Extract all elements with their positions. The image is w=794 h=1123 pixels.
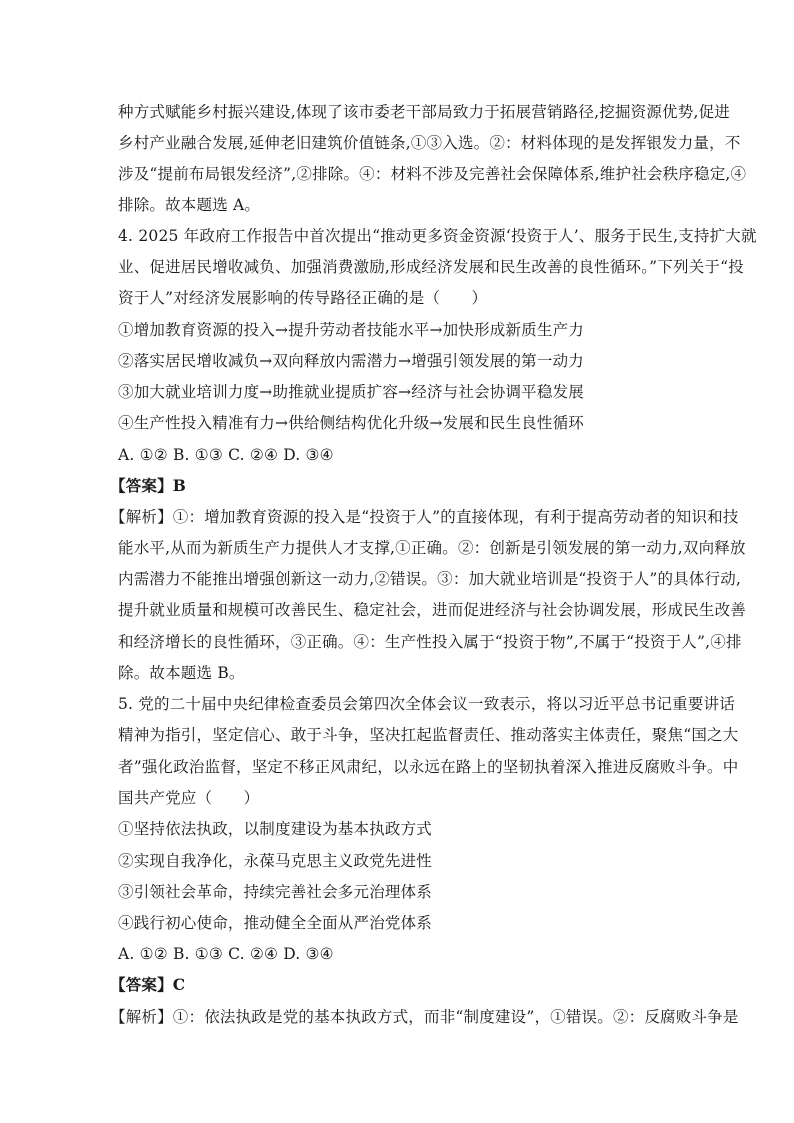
text-line: 国共产党应（ ） bbox=[118, 789, 260, 807]
option-1: ①坚持依法执政，以制度建设为基本执政方式 bbox=[118, 820, 433, 838]
choices: A. ①② B. ①③ C. ②④ D. ③④ bbox=[118, 945, 334, 963]
text-line: 和经济增长的良性循环，③正确。④：生产性投入属于“投资于物”,不属于“投资于人”,④排 bbox=[118, 633, 742, 651]
option-4: ④践行初心使命，推动健全全面从严治党体系 bbox=[118, 914, 433, 932]
text-line: 内需潜力不能推出增强创新这一动力,②错误。③：加大就业培训是“投资于人”的具体行动, bbox=[118, 570, 742, 588]
question-5-stem: 5. 党的二十届中央纪律检查委员会第四次全体会议一致表示，将以习近平总书记重要讲话 bbox=[118, 695, 735, 713]
text-line: 能水平,从而为新质生产力提供人才支撑,①正确。②：创新是引领发展的第一动力,双向释放 bbox=[118, 539, 746, 557]
text-line: 排除。故本题选 A。 bbox=[118, 196, 261, 214]
question-4-stem: 4. 2025 年政府工作报告中首次提出“推动更多资金资源‘投资于人’、服务于民生,支持扩大就 bbox=[118, 227, 757, 245]
analysis-text: 【解析】①：依法执政是党的基本执政方式，而非“制度建设”，①错误。②：反腐败斗争是 bbox=[110, 1008, 739, 1026]
text-line: 者”强化政治监督，坚定不移正风肃纪，以永远在路上的坚韧执着深入推进反腐败斗争。中 bbox=[118, 758, 739, 776]
choices: A. ①② B. ①③ C. ②④ D. ③④ bbox=[118, 446, 334, 464]
text-line: 除。故本题选 B。 bbox=[118, 664, 245, 682]
option-3: ③引领社会革命，持续完善社会多元治理体系 bbox=[118, 883, 433, 901]
answer-label: 【答案】C bbox=[110, 975, 186, 994]
text-line: 业、促进居民增收减负、加强消费激励,形成经济发展和民生改善的良性循环。”下列关于“投 bbox=[118, 258, 744, 276]
text-line: 提升就业质量和规模可改善民生、稳定社会，进而促进经济与社会协调发展，形成民生改善 bbox=[118, 601, 747, 619]
option-2: ②实现自我净化，永葆马克思主义政党先进性 bbox=[118, 852, 433, 870]
text-line: 精神为指引，坚定信心、敢于斗争，坚决扛起监督责任、推动落实主体责任，聚焦“国之大 bbox=[118, 726, 739, 744]
option-4: ④生产性投入精准有力→供给侧结构优化升级→发展和民生良性循环 bbox=[118, 414, 584, 432]
text-line: 乡村产业融合发展,延伸老旧建筑价值链条,①③入选。②：材料体现的是发挥银发力量，不 bbox=[118, 134, 741, 152]
analysis-text: 【解析】①：增加教育资源的投入是“投资于人”的直接体现，有利于提高劳动者的知识和技 bbox=[110, 508, 739, 526]
text-line: 涉及“提前布局银发经济”,②排除。④：材料不涉及完善社会保障体系,维护社会秩序稳定,④ bbox=[118, 165, 747, 183]
option-2: ②落实居民增收减负→双向释放内需潜力→增强引领发展的第一动力 bbox=[118, 352, 584, 370]
option-3: ③加大就业培训力度→助推就业提质扩容→经济与社会协调平稳发展 bbox=[118, 383, 584, 401]
text-line: 资于人”对经济发展影响的传导路径正确的是（ ） bbox=[118, 289, 488, 307]
text-line: 种方式赋能乡村振兴建设,体现了该市委老干部局致力于拓展营销路径,挖掘资源优势,促进 bbox=[118, 103, 730, 121]
answer-label: 【答案】B bbox=[110, 476, 187, 495]
option-1: ①增加教育资源的投入→提升劳动者技能水平→加快形成新质生产力 bbox=[118, 321, 584, 339]
